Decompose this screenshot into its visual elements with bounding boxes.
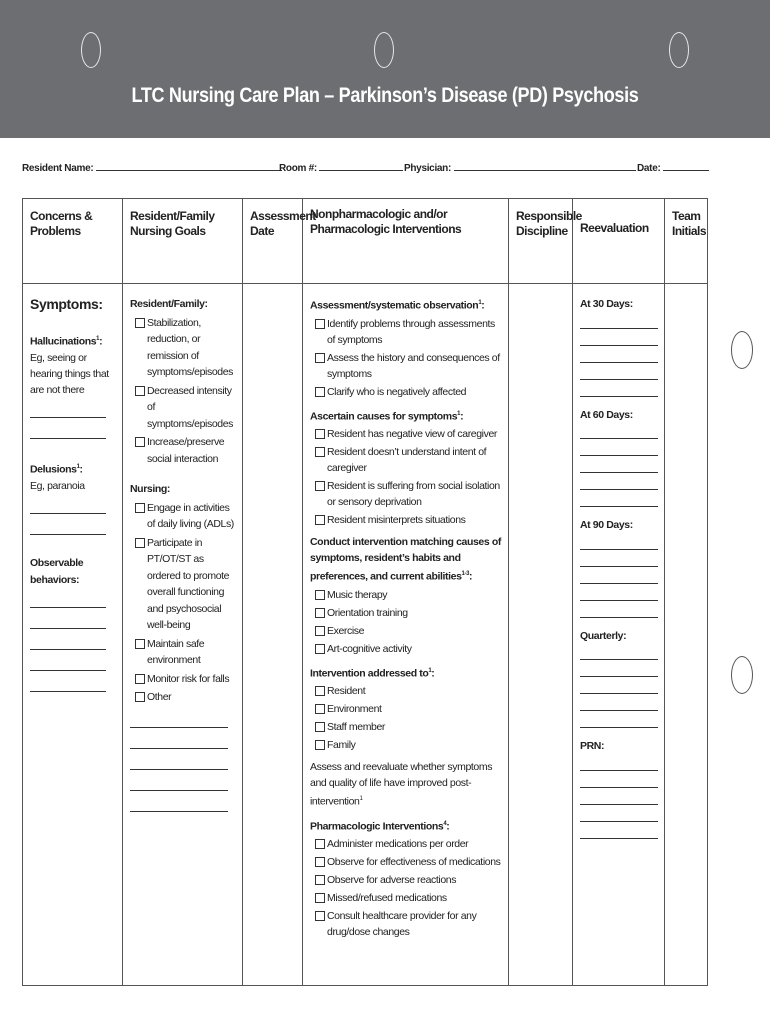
checkbox[interactable] <box>315 686 325 696</box>
intervention-item-label: Administer medications per order <box>327 838 469 850</box>
intervention-item[interactable] <box>315 641 504 657</box>
reeval-prn: PRN: <box>580 740 605 752</box>
blank-line[interactable] <box>30 525 106 535</box>
intervention-item[interactable] <box>315 737 504 753</box>
blank-line[interactable] <box>580 718 658 728</box>
hallucinations-desc: Eg, seeing or hearing things that are not there <box>30 351 109 396</box>
reevaluation-cell[interactable] <box>573 284 665 986</box>
checkbox[interactable] <box>315 875 325 885</box>
intervention-item[interactable] <box>315 854 504 870</box>
family-goals-heading: Resident/Family: <box>130 298 208 310</box>
intervention-item[interactable] <box>315 478 504 510</box>
blank-line[interactable] <box>130 802 228 812</box>
intervention-item-label: Exercise <box>327 624 365 637</box>
goal-item[interactable] <box>135 315 236 381</box>
blank-line[interactable] <box>30 408 106 418</box>
checkbox[interactable] <box>135 437 145 447</box>
blank-line[interactable] <box>130 781 228 791</box>
checkbox[interactable] <box>315 893 325 903</box>
responsible-cell[interactable] <box>509 284 573 986</box>
blank-line[interactable] <box>30 598 106 608</box>
date-label: Date: <box>637 163 661 174</box>
goals-cell[interactable] <box>123 284 243 986</box>
checkbox[interactable] <box>315 839 325 849</box>
blank-line[interactable] <box>580 591 658 601</box>
addressed-ref: 1 <box>428 667 432 674</box>
assessment-date-cell[interactable] <box>243 284 303 986</box>
addressed-heading: Intervention addressed to <box>310 667 429 679</box>
goal-item[interactable] <box>135 500 236 533</box>
header-banner <box>0 0 770 138</box>
blank-line[interactable] <box>30 619 106 629</box>
room-label: Room #: <box>279 163 317 174</box>
resident-name-line[interactable] <box>96 161 282 171</box>
checkbox[interactable] <box>135 538 145 548</box>
blank-line[interactable] <box>580 701 658 711</box>
intervention-item[interactable] <box>315 605 504 621</box>
intervention-item-label: Missed/refused medications <box>327 892 447 904</box>
goal-item-label: Engage in activities of daily living (ADLs) <box>147 501 234 530</box>
goal-item[interactable] <box>135 434 236 467</box>
blank-line[interactable] <box>580 336 658 346</box>
checkbox[interactable] <box>315 590 325 600</box>
ascertain-heading: Ascertain causes for symptoms <box>310 410 458 422</box>
intervention-item[interactable] <box>315 872 504 888</box>
binder-hole-3 <box>669 32 689 68</box>
intervention-item-label: Consult healthcare provider for any drug/dose changes <box>327 910 477 938</box>
intervention-item[interactable] <box>315 512 504 528</box>
checkbox[interactable] <box>315 722 325 732</box>
intervention-item[interactable] <box>315 836 504 852</box>
intervention-item-label: Resident has negative view of caregiver <box>327 428 498 440</box>
intervention-item-label: Orientation training <box>327 606 408 619</box>
blank-line[interactable] <box>580 446 658 456</box>
blank-line[interactable] <box>580 761 658 771</box>
blank-line[interactable] <box>580 557 658 567</box>
intervention-item-label: Music therapy <box>327 588 388 601</box>
assessment-ref: 1 <box>478 300 482 306</box>
page-title: LTC Nursing Care Plan – Parkinson’s Disease (PD) Psychosis <box>131 84 639 107</box>
blank-line[interactable] <box>580 812 658 822</box>
col-header-initials: Team Initials <box>665 199 708 284</box>
intervention-item-label: Assess the history and consequences of symptoms <box>327 351 500 380</box>
blank-line[interactable] <box>580 667 658 677</box>
col-header-concerns: Concerns & Problems <box>23 199 123 284</box>
blank-line[interactable] <box>30 640 106 650</box>
intervention-item-label: Clarify who is negatively affected <box>327 385 467 398</box>
blank-line[interactable] <box>130 739 228 749</box>
physician-line[interactable] <box>454 161 636 171</box>
blank-line[interactable] <box>30 661 106 671</box>
reeval-30-days: At 30 Days: <box>580 298 633 310</box>
delusions-label: Delusions <box>30 463 77 475</box>
checkbox[interactable] <box>315 319 325 329</box>
checkbox[interactable] <box>135 674 145 684</box>
blank-line[interactable] <box>580 387 658 397</box>
goal-item-label: Stabilization, reduction, or remission of symptoms/episodes <box>147 316 233 378</box>
goal-item-label: Monitor risk for falls <box>147 672 230 685</box>
pharm-heading: Pharmacologic Interventions <box>310 820 444 832</box>
blank-line[interactable] <box>580 650 658 660</box>
assessment-heading: Assessment/systematic observation <box>310 299 479 312</box>
resident-name-field[interactable] <box>22 161 282 174</box>
checkbox[interactable] <box>135 503 145 513</box>
date-field[interactable] <box>637 161 709 174</box>
binder-hole-1 <box>81 32 101 68</box>
checkbox[interactable] <box>315 626 325 636</box>
col-header-interventions: Nonpharmacologic and/or Pharmacologic Interventions <box>303 199 509 284</box>
intervention-item[interactable] <box>315 890 504 906</box>
goal-item[interactable] <box>135 636 236 669</box>
checkbox[interactable] <box>315 481 325 491</box>
blank-line[interactable] <box>580 480 658 490</box>
blank-line[interactable] <box>580 574 658 584</box>
intervention-item[interactable] <box>315 350 504 382</box>
checkbox[interactable] <box>315 704 325 714</box>
blank-line[interactable] <box>580 463 658 473</box>
goal-item[interactable] <box>135 383 236 433</box>
intervention-item-label: Resident <box>327 685 366 697</box>
checkbox[interactable] <box>315 353 325 363</box>
blank-line[interactable] <box>580 829 658 839</box>
checkbox[interactable] <box>135 386 145 396</box>
checkbox[interactable] <box>315 387 325 397</box>
blank-line[interactable] <box>580 684 658 694</box>
goal-item[interactable] <box>135 689 236 706</box>
intervention-item-label: Resident misinterprets situations <box>327 514 466 526</box>
conduct-ref: 1-3 <box>461 571 470 577</box>
intervention-item[interactable] <box>315 384 504 400</box>
blank-line[interactable] <box>130 718 228 728</box>
intervention-item-label: Observe for effectiveness of medications <box>327 856 501 868</box>
col-header-reevaluation: Reevaluation <box>573 199 665 284</box>
blank-line[interactable] <box>580 497 658 507</box>
physician-label: Physician: <box>404 163 452 174</box>
observable-heading: Observable behaviors: <box>30 557 84 586</box>
nursing-goals-heading: Nursing: <box>130 483 170 495</box>
checkbox[interactable] <box>315 429 325 439</box>
blank-line[interactable] <box>30 429 106 439</box>
blank-line[interactable] <box>30 504 106 514</box>
pharm-ref: 4 <box>443 820 447 827</box>
blank-line[interactable] <box>580 795 658 805</box>
reeval-90-days: At 90 Days: <box>580 519 633 531</box>
intervention-item[interactable] <box>315 701 504 717</box>
blank-line[interactable] <box>580 608 658 618</box>
blank-line[interactable] <box>580 429 658 439</box>
blank-line[interactable] <box>580 319 658 329</box>
goal-item-label: Decreased intensity of symptoms/episodes <box>147 384 233 430</box>
goal-item-label: Other <box>147 691 172 703</box>
checkbox[interactable] <box>135 318 145 328</box>
date-line[interactable] <box>663 161 709 171</box>
intervention-item-label: Resident is suffering from social isolation or sensory deprivation <box>327 480 500 508</box>
goal-item-label: Increase/preserve social interaction <box>147 436 225 465</box>
room-field[interactable] <box>279 161 403 174</box>
table-header-row <box>23 199 708 284</box>
delusions-desc: Eg, paranoia <box>30 479 85 492</box>
ascertain-ref: 1 <box>457 410 461 417</box>
intervention-item-label: Art-cognitive activity <box>327 642 412 655</box>
blank-line[interactable] <box>580 540 658 550</box>
intervention-item[interactable] <box>315 719 504 735</box>
blank-line[interactable] <box>580 778 658 788</box>
interventions-cell[interactable]: Assessment/systematic observation$^1$: Identify problems through assessments of symptoms Assess the history and consequences of symptoms Clarify who is negatively affected Ascertain causes for symptoms$^1$: Resident has negative view of caregiver Resident doesn’t understand intent of caregiver Resident is suffering from social isolation or sensory deprivation Resident misinterprets situations Conduct intervention matching causes of symptoms, resident’s habits and preferences, and current abilities$^{1-3}$: Music therapy Orientation training Exercise Art-cognitive activity Intervention addressed $to^1$: Resident Environment Staff member Family Assess and reevaluate whether symptoms and quality of life have improved post-intervention$^1$ Pharmacologic Interventions$^4$: Administer medications per order Observe for effectiveness of medications Observe for adverse reactions Missed/refused medications Consult healthcare provider for any drug/dose changes <box>303 284 509 986</box>
goal-item[interactable] <box>135 671 236 688</box>
initials-cell[interactable] <box>665 284 708 986</box>
table-body-row <box>23 284 708 986</box>
intervention-item[interactable] <box>315 316 504 348</box>
checkbox[interactable] <box>135 692 145 702</box>
blank-line[interactable] <box>580 370 658 380</box>
care-plan-table <box>22 198 708 986</box>
intervention-item[interactable] <box>315 683 504 699</box>
goal-item-label: Participate in PT/OT/ST as ordered to promote overall functioning and psychosocial well-being <box>147 536 230 631</box>
col-header-assessment-date: Assessment Date <box>243 199 303 284</box>
blank-line[interactable] <box>130 760 228 770</box>
goal-item-label: Maintain safe environment <box>147 637 205 666</box>
checkbox[interactable] <box>135 639 145 649</box>
resident-name-label: Resident Name: <box>22 163 94 174</box>
binder-hole-2 <box>374 32 394 68</box>
checkbox[interactable] <box>315 857 325 867</box>
intervention-item[interactable] <box>315 908 504 940</box>
blank-line[interactable] <box>30 682 106 692</box>
col-header-responsible: Responsible Discipline <box>509 199 573 284</box>
checkbox[interactable] <box>315 515 325 525</box>
intervention-item-label: Environment <box>327 703 382 715</box>
intervention-item-label: Staff member <box>327 721 386 733</box>
conduct-heading: Conduct intervention matching causes of symptoms, resident’s habits and preferences, and current abilities <box>310 536 501 583</box>
hallucinations-label: Hallucinations <box>30 335 97 347</box>
goal-item[interactable] <box>135 535 236 634</box>
reeval-quarterly: Quarterly: <box>580 629 627 642</box>
col-header-goals: Resident/Family Nursing Goals <box>123 199 243 284</box>
concerns-cell[interactable]: Symptoms: Hallucinations$^1$: Eg, seeing or hearing things that are not there Delusions$^1$: Eg, paranoia Observable behaviors: <box>23 284 123 986</box>
checkbox[interactable] <box>315 911 325 921</box>
physician-field[interactable] <box>404 161 636 174</box>
delusions-ref: 1 <box>76 463 80 470</box>
binder-hole-side-1 <box>731 331 753 369</box>
checkbox[interactable] <box>315 608 325 618</box>
intervention-item-label: Observe for adverse reactions <box>327 874 457 886</box>
intervention-item-label: Family <box>327 739 356 751</box>
hallucinations-ref: 1 <box>96 335 100 342</box>
symptoms-heading: Symptoms: <box>30 296 103 312</box>
intervention-item[interactable] <box>315 623 504 639</box>
intervention-item[interactable] <box>315 587 504 603</box>
intervention-item-label: Identify problems through assessments of symptoms <box>327 317 495 346</box>
intervention-item[interactable] <box>315 426 504 442</box>
binder-hole-side-2 <box>731 656 753 694</box>
room-line[interactable] <box>319 161 403 171</box>
reassess-text: Assess and reevaluate whether symptoms and quality of life have improved post-intervention <box>310 761 493 808</box>
intervention-item[interactable] <box>315 444 504 476</box>
blank-line[interactable] <box>580 353 658 363</box>
checkbox[interactable] <box>315 644 325 654</box>
intervention-item-label: Resident doesn’t understand intent of caregiver <box>327 446 487 474</box>
checkbox[interactable] <box>315 740 325 750</box>
reeval-60-days: At 60 Days: <box>580 408 633 421</box>
checkbox[interactable] <box>315 447 325 457</box>
reassess-ref: 1 <box>359 796 363 802</box>
